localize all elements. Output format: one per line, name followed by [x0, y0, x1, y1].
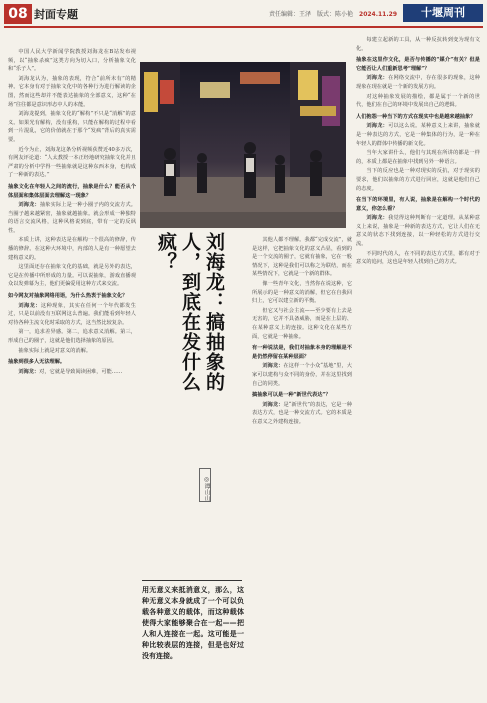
paragraph-text: 这里面还存在抽象文化的基础，就是另外的表达，它是在传播中所形成的力量。可以说抽象，游戏直播观众以发弹幕为主，他们更偏爱用这种方式来交流。 [8, 264, 136, 288]
article-paragraph [8, 263, 136, 289]
interview-question: 人们抱怨一种当下的方式在现实中也是越来越抽象？ [356, 113, 476, 120]
editor-info [269, 9, 397, 18]
paragraph-text: 这种现象，其实在任何一个年代都发生过，只是以前没有互联网这么普遍。我们能看到年轻人对待各种主流文化时采取的方式，这当然比较复杂。 [8, 302, 136, 326]
speaker-label: 刘海龙： [366, 123, 389, 130]
paragraph-text: 当年大家讲什么，他们与其现在所讲的都是一样的，本质上都是在抽象中找到另外一种语言。 [356, 150, 480, 165]
article-paragraph [252, 236, 352, 279]
article-paragraph [8, 201, 136, 235]
newspaper-brand: 十堰周刊 [403, 4, 483, 22]
paragraph-text: 在网络交流中，存在很多的现象，这种现象在现在就是一个新的发展方向。 [356, 75, 480, 90]
interview-question: 搞抽象可以是一种“新世代表达”？ [252, 392, 331, 399]
article-paragraph [8, 75, 136, 109]
header-rule [4, 26, 483, 28]
article-paragraph [356, 74, 480, 91]
paragraph-text: 抽象实际上是一种小圈子内的交流方式。当圈子越来越紧密，抽象就越抽象。就会形成一种独特的语言交流风格，这种风格说到底，带有一定的反讽性。 [8, 202, 136, 234]
article-paragraph [356, 93, 480, 110]
street-night-photo [140, 62, 346, 228]
section-title: 封面专题 [34, 8, 78, 21]
article-paragraph [8, 48, 136, 74]
paragraph-text: 第一，追求差异感。第二，追求意义消解。第三，形成自己的圈子，这就是他们选择抽象的原因。 [8, 329, 136, 344]
article-paragraph [252, 280, 352, 306]
article-paragraph [8, 368, 136, 377]
article-column-2 [252, 236, 352, 698]
paragraph-text: 在这样一个小众“基地”里，大家可以建构与众不同的身份，并在这里找到自己的同类。 [252, 363, 352, 387]
paragraph-text: 抽象实际上就是对意义的消解。 [18, 347, 92, 354]
article-paragraph [8, 302, 136, 328]
article-paragraph [356, 122, 480, 148]
interview-question: 抽象在这里作文化，是否与传播的“媒介”有关？但是它能否让人们重新思考“理解”？ [356, 57, 480, 72]
speaker-label: 刘海龙： [366, 75, 389, 82]
paragraph-text: 是“新世代”的表达，它是一种表达方式，也是一种交流方式。它的本质是在意义之外建构连接。 [252, 401, 352, 425]
page-header [0, 0, 487, 26]
interview-question: 有一种说法是，我们对抽象本身的理解是不是仍然停留在某种层面？ [252, 345, 352, 360]
pull-quote-rule [142, 580, 242, 581]
paragraph-text: 当下的反应也是一种对现实的反抗，对于现实的要求，他们以抽象的方式进行回应，这就是他们自己的态度。 [356, 168, 480, 192]
article-column-1 [8, 48, 136, 698]
interview-question: 在当下的环境里，有人说，抽象是在解构一个时代的意义，你怎么看？ [356, 197, 480, 212]
paragraph-text: 像一些青年文化，当然你在说这种，它所展示的是一种意义的消解，但它在自我回归上，它可以建立新的平衡。 [252, 280, 352, 305]
paragraph-text: 可以这么说。某种意义上来讲，抽象就是一种表达的方式，它是一种集体的行为，是一种在年轻人的群体中传播的新文化。 [356, 123, 480, 147]
paragraph-text: 我觉得这种判断有一定道理。从某种意义上来说，抽象是一种新的表达方式，它让人们在无意义的状态下找到连接，以一种轻松的方式进行交流。 [356, 215, 480, 248]
paragraph-text: 每建立起新的工具，从一种反抗转到变为现有文化。 [356, 37, 480, 52]
author-byline: ◎谭山山 [203, 476, 210, 501]
interview-question: 如今网友对抽象网络用语，为什么热衷于抽象文化？ [8, 293, 128, 300]
page-number: 08 [4, 4, 32, 24]
article-paragraph [8, 328, 136, 345]
article-paragraph [252, 307, 352, 341]
article-paragraph [356, 149, 480, 166]
interview-question: 抽象到很多人无法理解。 [8, 359, 66, 366]
paragraph-text: 本质上讲，这种表达是在解构一个很高的修辞，传播的修辞。在这种大环境中，内部的人是有一种愿望去建构意义的。 [8, 237, 136, 261]
article-column-3 [356, 36, 480, 698]
speaker-label: 刘海龙： [366, 215, 389, 222]
editor-credits: 责任编辑：王泽 版式：陈小艳 [269, 11, 354, 18]
paragraph-text: 中国人民大学新闻学院教授刘海龙在B站发布视频，以“抽象杀疯”这类方向为切入口，分析抽象文化和“乐子人”。 [8, 49, 136, 73]
speaker-label: 刘海龙： [18, 302, 41, 309]
issue-date: 2024.11.29 [359, 11, 397, 18]
pull-quote: 用无意义来抵消意义，那么，这种无意义本身就成了一个可以负载各种意义的载体，而这种载体使得大家能够聚合在一起——把人和人连接在一起。这可能是一种比较表层的连接，但是也好过没有连接。 [142, 586, 244, 660]
article-paragraph [252, 401, 352, 427]
paragraph-text: 近今为止，刘海龙这条分析视频获赞近40多万次，有网友评论道：“人太教授一本正经地研究抽象文化并且严肃的分析中学得一些抽象就是这种东西本身，也构成了一种新的表达。” [8, 146, 136, 179]
paragraph-text: 刘海龙提到，抽象文化的“解构”不只是“消解”的意义。如果光有解构，没有重构，只能在解构的过程中看到一片混乱，它的价值就在于那个“发疯”背后的真实需要。 [8, 111, 136, 143]
article-paragraph [356, 167, 480, 193]
paragraph-text: 刘海龙认为，抽象的表现，符合“前所未有”的精神。它本身有对于抽象文化中的各种行为进行解读的企图，然而这些却并不能表达抽象的全部意义，这种“在场”往往都是意识形态中人的本能。 [8, 75, 136, 108]
speaker-label: 刘海龙： [262, 401, 284, 408]
article-paragraph [252, 362, 352, 388]
paragraph-text: 对，它就是导致阅读困难，可能…… [39, 368, 123, 375]
article-paragraph [8, 347, 136, 356]
paragraph-text: 其他人都不理解。我都“完成交流”，就是这样，它把抽象文化的意义凸显，看到的是一个交流的圈子，它就有抽象，它在一般情况下，这种是我们可以称之为联结，而在某些情况下，它就是一个新的群体。 [252, 237, 352, 278]
speaker-label: 刘海龙： [18, 368, 40, 375]
article-paragraph [8, 236, 136, 262]
article-headline: 刘海龙：搞抽象的人，到底在发什么疯？ [155, 232, 225, 392]
speaker-label: 刘海龙： [18, 202, 40, 209]
paragraph-text: 对这种抽象发展的描绘，都是属于一个新的世代，他们在自己的环境中发展出自己的逻辑。 [356, 93, 480, 109]
speaker-label: 刘海龙： [262, 363, 284, 370]
article-paragraph [8, 146, 136, 180]
article-paragraph [8, 110, 136, 144]
interview-question: 抽象文化在年轻人之间的流行，抽象是什么？能否从个体层面和集体层面去理解这一现象？ [8, 183, 136, 199]
article-paragraph [356, 214, 480, 248]
paragraph-text: 但它又与社会主流——至少要有上去是无害的，它并不具备威胁，而是在上层的、在某种意义上的连接。这种文化在某些方面，它就是一种抽象。 [252, 307, 352, 340]
article-paragraph [356, 250, 480, 267]
article-paragraph [356, 36, 480, 53]
paragraph-text: 不同时代的人，在不同的表达方式里，都有对于意义的追问，这也是年轻人找到自己的方式。 [356, 250, 480, 266]
